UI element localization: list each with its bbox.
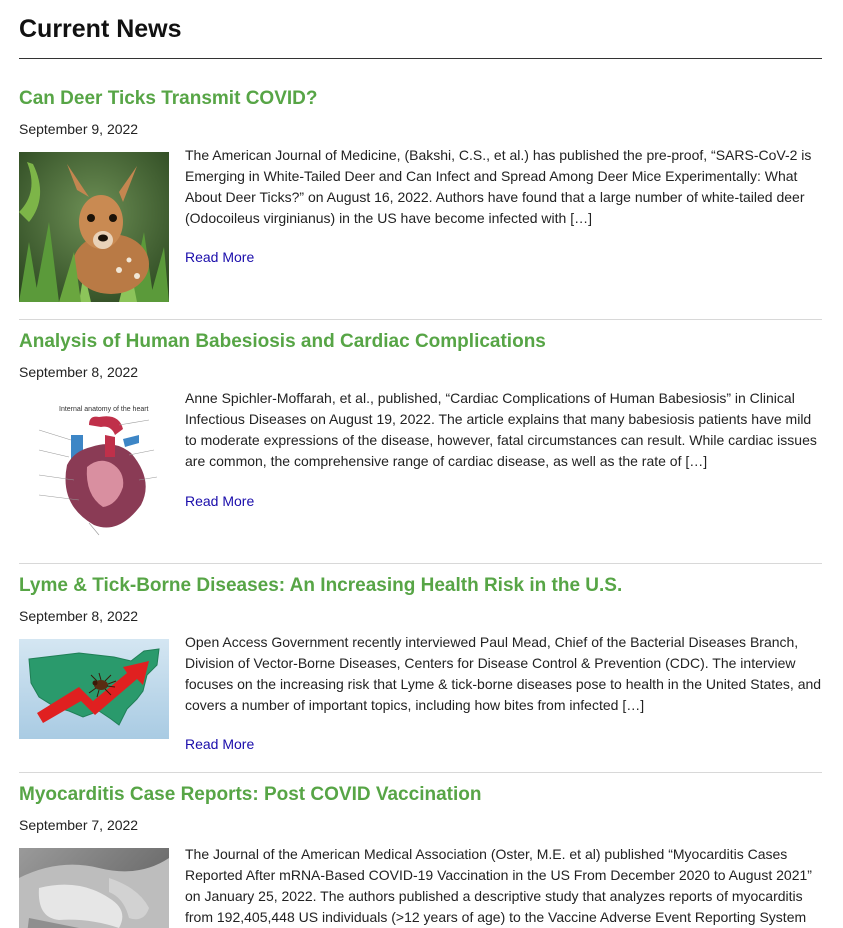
article-date: September 7, 2022 [19, 817, 139, 833]
read-more-link[interactable]: Read More [185, 249, 255, 265]
title-divider [19, 58, 822, 59]
news-article [19, 573, 822, 753]
news-article [19, 86, 822, 306]
news-article [19, 782, 822, 928]
page-title: Current News [19, 15, 182, 43]
article-title-link[interactable]: Analysis of Human Babesiosis and Cardiac Complications [19, 331, 546, 352]
article-excerpt: The American Journal of Medicine, (Bakshi, C.S., et al.) has published the pre-proof, “SARS-CoV-2 is Emerging in White-Tailed Deer and Can Infect and Spread Among Deer Mice Experimentally: What About Deer Ticks?” on August 16, 2022. Authors have found that a large number of white-tailed deer (Odocoileus virginianus) in the US have become infected with […] [185, 147, 812, 226]
article-title-link[interactable]: Lyme & Tick-Borne Diseases: An Increasing Health Risk in the U.S. [19, 575, 623, 596]
heart-diagram-caption: Internal anatomy of the heart [59, 406, 149, 413]
article-excerpt: The Journal of the American Medical Association (Oster, M.E. et al) published “Myocarditis Cases Reported After mRNA-Based COVID-19 Vaccination in the US From December 2020 to August 2021” on January 25, 2022. The authors published a descriptive study that analyzes reports of myocarditis from 192,405,448 US individuals (>12 years of age) to the Vaccine Adverse Event Reporting System [185, 846, 812, 925]
us-map-tick-thumbnail[interactable] [19, 639, 169, 739]
article-date: September 8, 2022 [19, 608, 139, 624]
article-excerpt: Anne Spichler-Moffarah, et al., published, “Cardiac Complications of Human Babesiosis” in Clinical Infectious Diseases on August 19, 2022. The article explains that many babesiosis patients have mild to moderate expressions of the disease, however, fatal circumstances can result. While cardiac issues are common, the comprehensive range of cardiac disease, as well as the rate of […] [185, 390, 817, 469]
article-title-link[interactable]: Myocarditis Case Reports: Post COVID Vaccination [19, 784, 482, 805]
article-divider [19, 772, 822, 773]
article-divider [19, 563, 822, 564]
article-date: September 9, 2022 [19, 121, 139, 137]
fawn-thumbnail[interactable] [19, 152, 169, 302]
article-divider [19, 319, 822, 320]
article-excerpt: Open Access Government recently interviewed Paul Mead, Chief of the Bacterial Diseases Branch, Division of Vector-Borne Diseases, Centers for Disease Control & Prevention (CDC). The interview focuses on the increasing risk that Lyme & tick-borne diseases pose to health in the United States, and covers a number of important topics, including how bites from infected […] [185, 634, 822, 713]
chest-pain-thumbnail[interactable] [19, 848, 169, 928]
article-title-link[interactable]: Can Deer Ticks Transmit COVID? [19, 88, 318, 109]
heart-anatomy-thumbnail[interactable] [19, 395, 169, 545]
read-more-link[interactable]: Read More [185, 493, 255, 509]
news-article [19, 329, 822, 549]
article-date: September 8, 2022 [19, 364, 139, 380]
read-more-link[interactable]: Read More [185, 736, 255, 752]
